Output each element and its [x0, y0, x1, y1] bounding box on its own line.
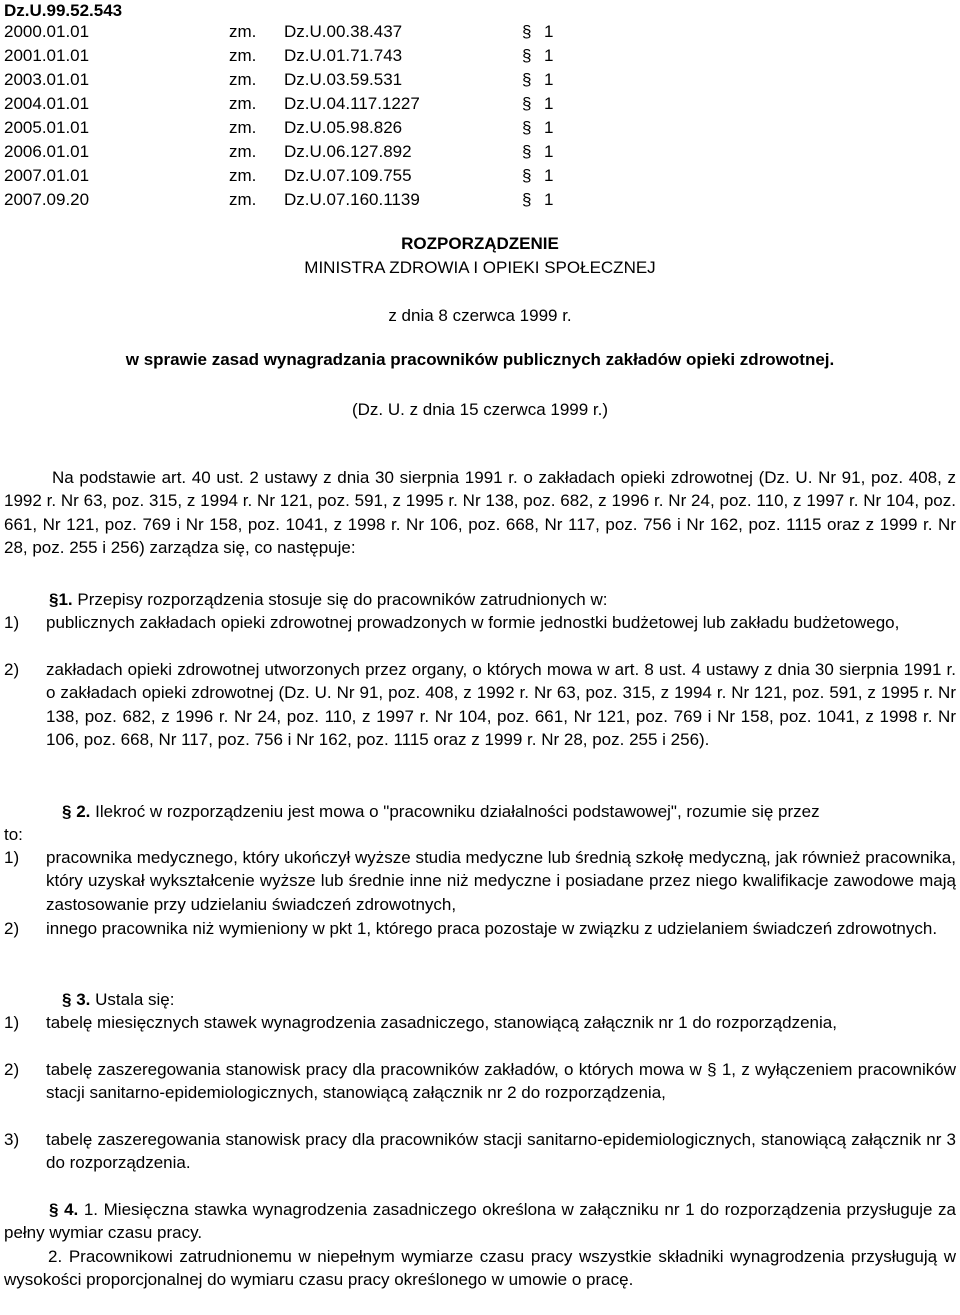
amendment-count: 1 [544, 142, 554, 161]
amendment-date: 2007.01.01 [4, 166, 90, 185]
regulation-subject: w sprawie zasad wynagradzania pracowników publicznych zakładów opieki zdrowotnej. [125, 350, 835, 369]
amendment-count: 1 [544, 22, 554, 41]
amendment-row [4, 164, 960, 188]
section-sign: § [62, 990, 72, 1009]
legal-basis [4, 466, 956, 560]
amendment-type: zm. [229, 22, 257, 41]
amendment-row [4, 44, 960, 68]
section-sign: § [522, 94, 532, 113]
paragraph-text: Miesięczna stawka wynagrodzenia zasadniczego określona w załączniku nr 1 do rozporządzenia przysługuje za pełny wymiar czasu pracy. [4, 1200, 956, 1243]
section-sign: § [522, 22, 532, 41]
list-item [4, 1058, 956, 1105]
amendment-count: 1 [544, 118, 554, 137]
amendment-count: 1 [544, 94, 554, 113]
amendment-ref: Dz.U.07.160.1139 [284, 190, 420, 209]
list-item [4, 611, 956, 634]
section-sign: § [522, 190, 532, 209]
amendment-date: 2005.01.01 [4, 118, 90, 137]
section-sign: § [62, 802, 72, 821]
section-text: Ustala się: [95, 990, 175, 1009]
legal-basis-text: Na podstawie art. 40 ust. 2 ustawy z dnia 30 sierpnia 1991 r. o zakładach opieki zdrowotnej (Dz. U. Nr 91, poz. 408, z 1992 r. Nr 63, poz. 315, z 1994 r. Nr 121, poz. 591, z 1995 r. Nr 138, poz. 682, z 1996 r. Nr 24, poz. 110, z 1997 r. Nr 104, poz. 661, Nr 121, poz. 769 i Nr 158, poz. 1041, z 1998 r. Nr 106, poz. 668, Nr 117, poz. 756 i Nr 162, poz. 1115 oraz z 1999 r. Nr 28, poz. 255 i 256) zarządza się, co następuje: [4, 468, 956, 558]
list-item [4, 917, 956, 940]
amendment-row [4, 92, 960, 116]
amendment-type: zm. [229, 166, 257, 185]
regulation-title: ROZPORZĄDZENIE [401, 234, 559, 253]
amendment-date: 2007.09.20 [4, 190, 90, 209]
amendment-row [4, 20, 960, 44]
list-marker: 3) [4, 1130, 20, 1149]
list-item [4, 1011, 956, 1034]
amendment-ref: Dz.U.07.109.755 [284, 166, 412, 185]
list-item-text: innego pracownika niż wymieniony w pkt 1, którego praca pozostaje w związku z udzielaniem świadczeń zdrowotnych. [46, 919, 938, 938]
amendment-date: 2001.01.01 [4, 46, 90, 65]
document-id: Dz.U.99.52.543 [4, 1, 123, 20]
issuing-ministry: MINISTRA ZDROWIA I OPIEKI SPOŁECZNEJ [304, 258, 656, 277]
amendment-count: 1 [544, 46, 554, 65]
section-number: 2. [76, 802, 91, 821]
section-4-paragraph-1 [4, 1198, 956, 1245]
amendment-row [4, 140, 960, 164]
amendment-type: zm. [229, 94, 257, 113]
list-marker: 1) [4, 613, 20, 632]
publication-reference: (Dz. U. z dnia 15 czerwca 1999 r.) [351, 400, 609, 419]
section-3-heading [4, 988, 956, 1011]
amendment-date: 2006.01.01 [4, 142, 90, 161]
amendment-type: zm. [229, 70, 257, 89]
amendment-ref: Dz.U.00.38.437 [284, 22, 403, 41]
amendment-ref: Dz.U.03.59.531 [284, 70, 403, 89]
amendment-date: 2003.01.01 [4, 70, 90, 89]
amendment-type: zm. [229, 46, 257, 65]
amendment-count: 1 [544, 190, 554, 209]
amendment-ref: Dz.U.06.127.892 [284, 142, 412, 161]
section-2-continuation: to: [4, 825, 23, 844]
section-sign: § [49, 590, 59, 609]
paragraph-text: Pracownikowi zatrudnionemu w niepełnym wymiarze czasu pracy wszystkie składniki wynagrodzenia przysługują w wysokości proporcjonalnej do wymiaru czasu pracy określonego w umowie o pracę. [4, 1247, 956, 1290]
section-number: 3. [76, 990, 91, 1009]
section-4-paragraph-2 [4, 1245, 956, 1292]
section-1-heading [4, 588, 956, 611]
section-sign: § [522, 118, 532, 137]
section-sign: § [522, 70, 532, 89]
section-sign: § [522, 46, 532, 65]
amendment-date: 2004.01.01 [4, 94, 90, 113]
list-item-text: tabelę miesięcznych stawek wynagrodzenia zasadniczego, stanowiącą załącznik nr 1 do rozporządzenia, [46, 1013, 837, 1032]
amendment-row [4, 68, 960, 92]
amendment-type: zm. [229, 190, 257, 209]
amendment-row [4, 188, 960, 212]
section-text: Ilekroć w rozporządzeniu jest mowa o "pracowniku działalności podstawowej", rozumie się przez [95, 802, 820, 821]
paragraph-number: 2. [48, 1247, 63, 1266]
amendment-type: zm. [229, 118, 257, 137]
list-marker: 2) [4, 919, 20, 938]
list-item-text: pracownika medycznego, który ukończył wyższe studia medyczne lub średnią szkołę medyczną, jak również pracownika, który uzyskał wykształcenie wyższe lub średnie inne niż medyczne i posiadane przez niego kwalifikacje zawodowe mają zastosowanie przy udzielaniu świadczeń zdrowotnych, [46, 848, 956, 914]
list-marker: 1) [4, 848, 20, 867]
section-2-heading [4, 800, 956, 823]
list-item-text: tabelę zaszeregowania stanowisk pracy dla pracowników zakładów, o których mowa w § 1, z wyłączeniem pracowników stacji sanitarno-epidemiologicznych, stanowiącą załącznik nr 2 do rozporządzenia, [46, 1060, 956, 1103]
list-item [4, 658, 956, 752]
amendment-row [4, 116, 960, 140]
amendment-ref: Dz.U.01.71.743 [284, 46, 403, 65]
paragraph-number: 1. [83, 1200, 99, 1219]
section-number: 1. [58, 590, 73, 609]
section-sign: § [49, 1200, 59, 1219]
regulation-date: z dnia 8 czerwca 1999 r. [388, 306, 572, 325]
list-item-text: tabelę zaszeregowania stanowisk pracy dla pracowników stacji sanitarno-epidemiologicznych, stanowiącą załącznik nr 3 do rozporządzenia. [46, 1130, 956, 1173]
list-marker: 1) [4, 1013, 20, 1032]
section-sign: § [522, 142, 532, 161]
amendment-ref: Dz.U.04.117.1227 [284, 94, 420, 113]
amendment-count: 1 [544, 166, 554, 185]
section-sign: § [522, 166, 532, 185]
list-item-text: zakładach opieki zdrowotnej utworzonych przez organy, o których mowa w art. 8 ust. 4 ustawy z dnia 30 sierpnia 1991 r. o zakładach opieki zdrowotnej (Dz. U. Nr 91, poz. 408, z 1992 r. Nr 63, poz. 315, z 1994 r. Nr 121, poz. 591, z 1995 r. Nr 138, poz. 682, z 1996 r. Nr 24, poz. 110, z 1997 r. Nr 104, poz. 661, Nr 121, poz. 769 i Nr 158, poz. 1041, z 1998 r. Nr 106, poz. 668, Nr 117, poz. 756 i Nr 162, poz. 1115 oraz z 1999 r. Nr 28, poz. 255 i 256). [46, 660, 956, 750]
list-marker: 2) [4, 1060, 20, 1079]
amendment-type: zm. [229, 142, 257, 161]
amendment-date: 2000.01.01 [4, 22, 90, 41]
list-item [4, 846, 956, 916]
amendment-count: 1 [544, 70, 554, 89]
list-item-text: publicznych zakładach opieki zdrowotnej prowadzonych w formie jednostki budżetowej lub zakładu budżetowego, [46, 613, 900, 632]
list-item [4, 1128, 956, 1175]
section-number: 4. [64, 1200, 79, 1219]
amendment-ref: Dz.U.05.98.826 [284, 118, 403, 137]
section-text: Przepisy rozporządzenia stosuje się do pracowników zatrudnionych w: [77, 590, 608, 609]
list-marker: 2) [4, 660, 20, 679]
